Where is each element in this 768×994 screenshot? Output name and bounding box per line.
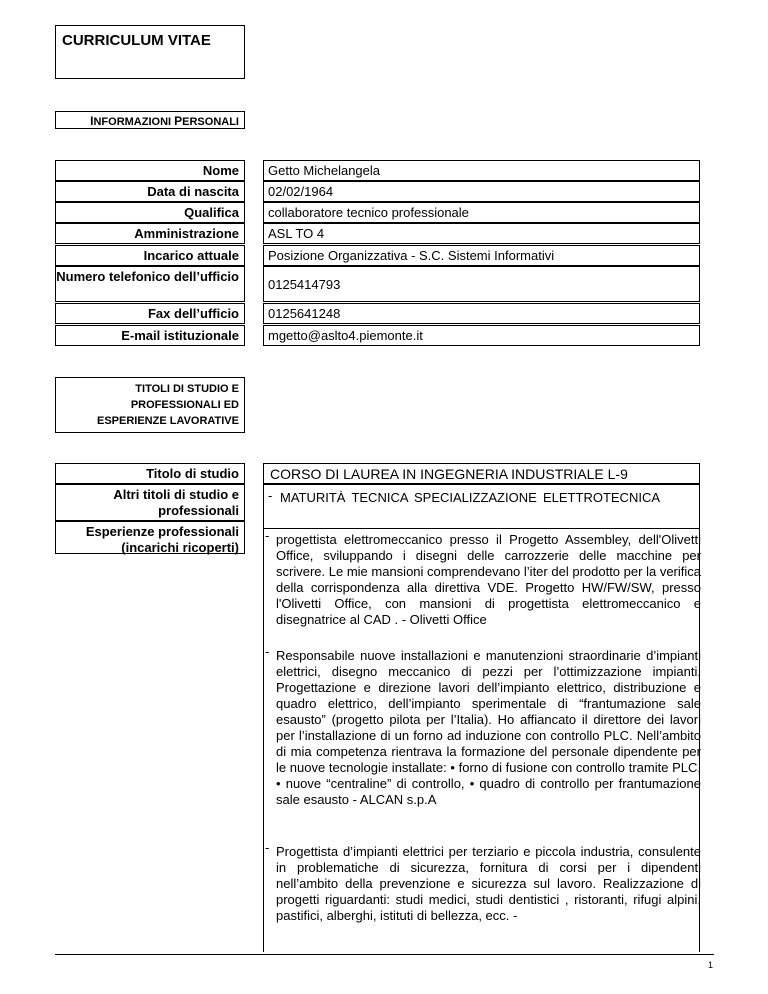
heading-initial: I: [90, 114, 94, 128]
label-telefono: Numero telefonico dell’ufficio: [55, 266, 245, 302]
value-qualifica: collaboratore tecnico professionale: [263, 202, 700, 223]
value-amministrazione: ASL TO 4: [263, 223, 700, 244]
value-data-nascita: 02/02/1964: [263, 181, 700, 202]
experience-text: progettista elettromeccanico presso il Progetto Assembley, dell'Olivetti Office, sviluppando i disegni delle carrozzerie delle macchine per scrivere. Le mie mansioni comprendevano l’iter del prodotto per la verifica della corrispondenza alla direttiva VDE. Progetto HW/FW/SW, presso l'Olivetti Office, con mansioni di progettista elettromeccanico e disegnatrice al CAD . - Olivetti Office: [276, 532, 701, 627]
heading-line: ESPERIENZE LAVORATIVE: [96, 415, 239, 427]
heading-initial: P: [174, 114, 183, 128]
heading-line: PROFESSIONALI ED: [130, 399, 239, 411]
section-personal-heading: [55, 111, 245, 129]
value-nome: Getto Michelangela: [263, 160, 700, 181]
bullet-dash: -: [265, 840, 270, 855]
page-number: 1: [707, 960, 713, 970]
bullet-dash: -: [265, 528, 270, 543]
label-nome: Nome: [55, 160, 245, 181]
bullet-dash: -: [265, 644, 270, 659]
cv-title-box: [55, 25, 245, 79]
label-esperienze: Esperienze professionali (incarichi ricoperti): [55, 521, 245, 554]
heading-rest: NFORMAZIONI: [93, 116, 172, 128]
label-incarico: Incarico attuale: [55, 245, 245, 266]
label-amministrazione: Amministrazione: [55, 223, 245, 244]
value-incarico: Posizione Organizzativa - S.C. Sistemi Informativi: [263, 245, 700, 266]
heading-rest: ERSONALI: [182, 116, 239, 128]
experience-item: [265, 840, 701, 924]
label-titolo-studio: Titolo di studio: [55, 463, 245, 484]
heading-line: TITOLI DI STUDIO E: [135, 383, 239, 395]
value-fax: 0125641248: [263, 303, 700, 324]
section-studies-heading: [55, 377, 245, 433]
altri-titoli-text: MATURITÀ TECNICA SPECIALIZZAZIONE ELETTROTECNICA: [280, 490, 660, 505]
value-telefono: 0125414793: [263, 266, 700, 302]
label-email: E-mail istituzionale: [55, 325, 245, 346]
experience-item: [265, 528, 701, 628]
value-titolo-studio: CORSO DI LAUREA IN INGEGNERIA INDUSTRIALE L-9: [263, 463, 700, 484]
label-data-nascita: Data di nascita: [55, 181, 245, 202]
label-fax: Fax dell’ufficio: [55, 303, 245, 324]
bullet-dash: -: [268, 488, 273, 503]
label-altri-titoli: Altri titoli di studio e professionali: [55, 484, 245, 521]
experience-item: [265, 644, 701, 808]
cv-title: CURRICULUM VITAE: [62, 32, 211, 49]
footer-divider: [55, 954, 714, 955]
label-qualifica: Qualifica: [55, 202, 245, 223]
value-email: mgetto@aslto4.piemonte.it: [263, 325, 700, 346]
experience-text: Progettista d’impianti elettrici per terziario e piccola industria, consulente in problematiche di sicurezza, fornitura di corsi per i dipendenti nell’ambito della prevenzione e sicurezza sul lavoro. Realizzazione di progetti riguardanti: studi medici, studi dentistici , ristoranti, rifugi alpini, pastifici, alberghi, istituti di bellezza, ecc. -: [276, 844, 701, 923]
experience-text: Responsabile nuove installazioni e manutenzioni straordinarie d’impianti elettrici, disegno meccanico di pezzi per l’ottimizzazione impianti. Progettazione e direzione lavori dell’impianto elettrico, distribuzione e quadro elettrico, dell’impianto sperimentale di “frantumazione sale esausto” (progetto pilota per l’Italia). Ho affiancato il direttore dei lavori per l’installazione di un forno ad induzione con controllo PLC. Nell’ambito di mia competenza rientrava la formazione del personale dipendente per le nuove tecnologie installate: • forno di fusione con controllo tramite PLC, • nuove “centraline” di controllo, • quadro di controllo per frantumazione sale esausto - ALCAN s.p.A: [276, 648, 701, 807]
value-altri-titoli: [263, 484, 700, 528]
